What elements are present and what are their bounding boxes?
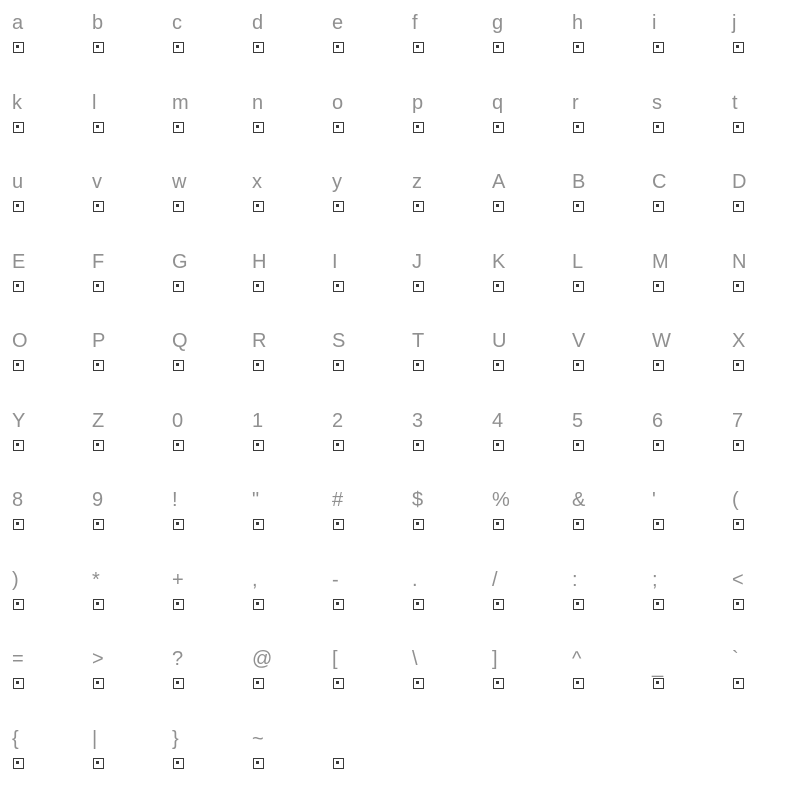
notdef-box-icon (93, 599, 104, 610)
notdef-box-icon (493, 122, 504, 133)
glyph-character: c (172, 12, 182, 34)
notdef-box-icon (733, 519, 744, 530)
glyph-cell[interactable] (248, 8, 328, 88)
glyph-character: e (332, 12, 344, 34)
glyph-cell[interactable] (408, 247, 488, 327)
glyph-cell[interactable] (408, 565, 488, 645)
notdef-box-icon (413, 360, 424, 371)
notdef-box-icon (493, 201, 504, 212)
glyph-cell[interactable] (248, 485, 328, 565)
glyph-character: 8 (12, 489, 24, 511)
glyph-cell[interactable] (168, 88, 248, 168)
glyph-character: : (572, 568, 578, 591)
glyph-character: 4 (492, 409, 504, 432)
glyph-character: ^ (572, 648, 582, 670)
glyph-cell[interactable] (488, 326, 568, 406)
notdef-box-icon (253, 360, 264, 371)
glyph-cell[interactable] (8, 167, 88, 247)
glyph-cell[interactable] (248, 88, 328, 168)
glyph-cell[interactable] (88, 565, 168, 645)
notdef-box-icon (413, 201, 424, 212)
glyph-character: N (732, 250, 747, 273)
notdef-box-icon (413, 281, 424, 292)
glyph-character: 0 (172, 409, 184, 432)
glyph-cell[interactable] (328, 644, 408, 724)
glyph-cell[interactable] (328, 724, 408, 800)
glyph-character: 9 (92, 489, 104, 511)
glyph-character: q (492, 91, 504, 114)
glyph-cell[interactable] (488, 167, 568, 247)
glyph-cell[interactable] (728, 326, 800, 406)
notdef-box-icon (733, 678, 744, 689)
glyph-character: m (172, 91, 189, 114)
notdef-box-icon (413, 440, 424, 451)
glyph-cell[interactable] (728, 565, 800, 645)
notdef-box-icon (253, 42, 264, 53)
glyph-character: g (492, 12, 504, 34)
glyph-character: F (92, 250, 105, 273)
notdef-box-icon (333, 201, 344, 212)
notdef-box-icon (93, 758, 104, 769)
glyph-character: S (332, 330, 346, 352)
glyph-cell[interactable] (648, 247, 728, 327)
glyph-character: d (252, 12, 264, 34)
notdef-box-icon (733, 122, 744, 133)
glyph-character: V (572, 330, 586, 352)
glyph-cell[interactable] (168, 8, 248, 88)
glyph-character: ` (732, 648, 739, 670)
glyph-character: w (172, 171, 187, 193)
glyph-cell[interactable] (648, 8, 728, 88)
notdef-box-icon (253, 122, 264, 133)
notdef-box-icon (573, 678, 584, 689)
glyph-cell[interactable] (248, 724, 328, 800)
glyph-cell[interactable] (728, 485, 800, 565)
notdef-box-icon (173, 678, 184, 689)
glyph-cell[interactable] (328, 565, 408, 645)
notdef-box-icon (93, 678, 104, 689)
notdef-box-icon (573, 599, 584, 610)
glyph-character: f (412, 12, 418, 34)
glyph-cell[interactable] (408, 326, 488, 406)
glyph-character: < (732, 568, 744, 591)
glyph-character: x (252, 171, 262, 193)
glyph-cell[interactable] (328, 485, 408, 565)
glyph-character: v (92, 171, 102, 193)
glyph-cell[interactable] (568, 88, 648, 168)
glyph-character: A (492, 171, 506, 193)
glyph-cell[interactable] (648, 406, 728, 486)
notdef-box-icon (333, 42, 344, 53)
notdef-box-icon (333, 758, 344, 769)
glyph-cell[interactable] (88, 485, 168, 565)
notdef-box-icon (173, 122, 184, 133)
glyph-character: R (252, 330, 267, 352)
glyph-cell[interactable] (168, 724, 248, 800)
glyph-character: i (652, 12, 657, 34)
glyph-character: ' (652, 489, 656, 511)
notdef-box-icon (173, 519, 184, 530)
notdef-box-icon (13, 519, 24, 530)
notdef-box-icon (413, 122, 424, 133)
notdef-box-icon (573, 42, 584, 53)
glyph-character: J (412, 250, 422, 273)
notdef-box-icon (653, 678, 664, 689)
glyph-character: $ (412, 489, 424, 511)
glyph-cell[interactable] (728, 167, 800, 247)
glyph-character: & (572, 489, 586, 511)
glyph-character: y (332, 171, 342, 193)
notdef-box-icon (493, 42, 504, 53)
notdef-box-icon (173, 599, 184, 610)
glyph-character: O (12, 330, 28, 352)
glyph-character: X (732, 330, 746, 352)
notdef-box-icon (413, 599, 424, 610)
glyph-character: - (332, 568, 339, 591)
glyph-cell[interactable] (248, 406, 328, 486)
glyph-cell[interactable] (328, 326, 408, 406)
notdef-box-icon (493, 678, 504, 689)
glyph-cell[interactable] (168, 485, 248, 565)
notdef-box-icon (333, 360, 344, 371)
notdef-box-icon (173, 42, 184, 53)
notdef-box-icon (733, 42, 744, 53)
glyph-cell[interactable] (8, 485, 88, 565)
notdef-box-icon (13, 440, 24, 451)
notdef-box-icon (13, 281, 24, 292)
notdef-box-icon (173, 281, 184, 292)
notdef-box-icon (573, 122, 584, 133)
notdef-box-icon (173, 440, 184, 451)
glyph-cell[interactable] (568, 406, 648, 486)
notdef-box-icon (93, 122, 104, 133)
glyph-cell[interactable] (88, 644, 168, 724)
glyph-cell[interactable] (88, 406, 168, 486)
glyph-character: T (412, 330, 425, 352)
notdef-box-icon (173, 360, 184, 371)
glyph-cell[interactable] (88, 167, 168, 247)
glyph-cell[interactable] (568, 326, 648, 406)
glyph-character: G (172, 250, 188, 273)
glyph-cell[interactable] (488, 565, 568, 645)
glyph-character: p (412, 91, 424, 114)
glyph-character: * (92, 568, 100, 591)
glyph-character: _ (652, 656, 664, 678)
notdef-box-icon (493, 360, 504, 371)
notdef-box-icon (733, 360, 744, 371)
glyph-character: z (412, 171, 422, 193)
glyph-character: { (12, 727, 19, 750)
notdef-box-icon (333, 519, 344, 530)
glyph-character: H (252, 250, 267, 273)
notdef-box-icon (333, 122, 344, 133)
notdef-box-icon (173, 201, 184, 212)
notdef-box-icon (93, 440, 104, 451)
glyph-character: j (732, 12, 737, 34)
glyph-character: [ (332, 648, 338, 670)
glyph-cell[interactable] (8, 247, 88, 327)
glyph-cell[interactable] (648, 326, 728, 406)
glyph-cell[interactable] (408, 485, 488, 565)
glyph-cell[interactable] (88, 88, 168, 168)
glyph-character: 1 (252, 409, 264, 432)
notdef-box-icon (13, 678, 24, 689)
glyph-cell[interactable] (8, 724, 88, 800)
glyph-character: l (92, 91, 97, 114)
glyph-character: > (92, 648, 104, 670)
glyph-character: h (572, 12, 584, 34)
glyph-cell[interactable] (568, 8, 648, 88)
notdef-box-icon (493, 519, 504, 530)
glyph-character: Y (12, 409, 26, 432)
notdef-box-icon (573, 281, 584, 292)
glyph-cell[interactable] (168, 326, 248, 406)
notdef-box-icon (13, 360, 24, 371)
glyph-cell[interactable] (328, 167, 408, 247)
glyph-cell[interactable] (168, 644, 248, 724)
glyph-cell[interactable] (328, 247, 408, 327)
notdef-box-icon (573, 201, 584, 212)
glyph-character: % (492, 489, 510, 511)
glyph-character: @ (252, 648, 273, 670)
glyph-character: } (172, 727, 179, 750)
glyph-character: U (492, 330, 507, 352)
glyph-cell[interactable] (488, 644, 568, 724)
glyph-character: ( (732, 489, 739, 511)
glyph-character: ] (492, 648, 498, 670)
glyph-character: Z (92, 409, 105, 432)
notdef-box-icon (93, 42, 104, 53)
notdef-box-icon (13, 758, 24, 769)
glyph-cell[interactable] (248, 326, 328, 406)
glyph-cell[interactable] (8, 644, 88, 724)
notdef-box-icon (13, 599, 24, 610)
glyph-cell[interactable] (728, 247, 800, 327)
notdef-box-icon (253, 678, 264, 689)
glyph-cell[interactable] (568, 485, 648, 565)
glyph-cell[interactable] (8, 406, 88, 486)
glyph-cell[interactable] (88, 247, 168, 327)
notdef-box-icon (653, 519, 664, 530)
glyph-character: P (92, 330, 106, 352)
glyph-cell[interactable] (488, 406, 568, 486)
glyph-cell[interactable] (648, 644, 728, 724)
notdef-box-icon (13, 122, 24, 133)
glyph-character: b (92, 12, 104, 34)
notdef-box-icon (653, 281, 664, 292)
glyph-cell[interactable] (728, 88, 800, 168)
glyph-cell[interactable] (88, 724, 168, 800)
glyph-character: E (12, 250, 26, 273)
glyph-character: ! (172, 489, 178, 511)
glyph-cell[interactable] (488, 247, 568, 327)
glyph-character: I (332, 250, 338, 273)
notdef-box-icon (413, 678, 424, 689)
notdef-box-icon (253, 201, 264, 212)
glyph-character: + (172, 568, 184, 591)
notdef-box-icon (253, 758, 264, 769)
glyph-cell[interactable] (8, 88, 88, 168)
glyph-cell[interactable] (328, 406, 408, 486)
glyph-character: 3 (412, 409, 424, 432)
glyph-character: , (252, 568, 258, 591)
glyph-character: ? (172, 648, 184, 670)
glyph-character: " (252, 489, 260, 511)
glyph-cell[interactable] (648, 485, 728, 565)
glyph-cell[interactable] (648, 167, 728, 247)
glyph-cell[interactable] (728, 406, 800, 486)
glyph-character: . (412, 568, 418, 591)
glyph-cell[interactable] (408, 406, 488, 486)
glyph-cell[interactable] (408, 88, 488, 168)
notdef-box-icon (253, 281, 264, 292)
glyph-character: = (12, 648, 24, 670)
glyph-character: r (572, 91, 579, 114)
glyph-character: C (652, 171, 667, 193)
glyph-cell[interactable] (248, 167, 328, 247)
glyph-character: Q (172, 330, 188, 352)
notdef-box-icon (733, 201, 744, 212)
glyph-cell[interactable] (168, 565, 248, 645)
glyph-character: k (12, 91, 22, 114)
glyph-cell[interactable] (488, 88, 568, 168)
glyph-cell[interactable] (168, 247, 248, 327)
notdef-box-icon (653, 42, 664, 53)
glyph-character: M (652, 250, 669, 273)
glyph-cell[interactable] (328, 88, 408, 168)
glyph-cell[interactable] (488, 485, 568, 565)
notdef-box-icon (333, 678, 344, 689)
notdef-box-icon (653, 599, 664, 610)
notdef-box-icon (13, 201, 24, 212)
glyph-character: o (332, 91, 344, 114)
notdef-box-icon (653, 122, 664, 133)
notdef-box-icon (333, 281, 344, 292)
glyph-character: n (252, 91, 264, 114)
glyph-character: W (652, 330, 671, 352)
glyph-cell[interactable] (248, 644, 328, 724)
glyph-cell[interactable] (648, 565, 728, 645)
notdef-box-icon (173, 758, 184, 769)
glyph-cell[interactable] (568, 565, 648, 645)
glyph-cell[interactable] (248, 565, 328, 645)
notdef-box-icon (93, 360, 104, 371)
glyph-cell[interactable] (248, 247, 328, 327)
glyph-character: D (732, 171, 747, 193)
notdef-box-icon (733, 281, 744, 292)
glyph-character: ; (652, 568, 658, 591)
glyph-cell[interactable] (408, 8, 488, 88)
glyph-cell[interactable] (408, 167, 488, 247)
notdef-box-icon (573, 519, 584, 530)
glyph-cell[interactable] (8, 8, 88, 88)
glyph-cell[interactable] (8, 565, 88, 645)
notdef-box-icon (93, 519, 104, 530)
glyph-character: L (572, 250, 584, 273)
notdef-box-icon (653, 440, 664, 451)
glyph-cell[interactable] (168, 406, 248, 486)
notdef-box-icon (573, 360, 584, 371)
glyph-character: 5 (572, 409, 584, 432)
glyph-character: | (92, 727, 98, 750)
glyph-character: \ (412, 648, 418, 670)
notdef-box-icon (93, 281, 104, 292)
notdef-box-icon (253, 440, 264, 451)
glyph-character: # (332, 489, 344, 511)
glyph-cell[interactable] (88, 8, 168, 88)
glyph-cell[interactable] (568, 644, 648, 724)
glyph-cell[interactable] (488, 8, 568, 88)
glyph-cell[interactable] (728, 644, 800, 724)
glyph-character: 2 (332, 409, 344, 432)
glyph-character: s (652, 91, 662, 114)
notdef-box-icon (333, 440, 344, 451)
glyph-cell[interactable] (168, 167, 248, 247)
glyph-character: 7 (732, 409, 744, 432)
glyph-character: ~ (252, 727, 264, 750)
glyph-character: B (572, 171, 586, 193)
notdef-box-icon (733, 599, 744, 610)
glyph-cell[interactable] (728, 8, 800, 88)
notdef-box-icon (493, 440, 504, 451)
glyph-character: 6 (652, 409, 664, 432)
glyph-character: t (732, 91, 738, 114)
notdef-box-icon (333, 599, 344, 610)
notdef-box-icon (653, 360, 664, 371)
glyph-cell[interactable] (568, 247, 648, 327)
notdef-box-icon (653, 201, 664, 212)
notdef-box-icon (733, 440, 744, 451)
notdef-box-icon (253, 519, 264, 530)
glyph-cell[interactable] (408, 644, 488, 724)
glyph-cell[interactable] (648, 88, 728, 168)
notdef-box-icon (13, 42, 24, 53)
glyph-character: a (12, 12, 24, 34)
notdef-box-icon (253, 599, 264, 610)
notdef-box-icon (413, 42, 424, 53)
glyph-character: u (12, 171, 24, 193)
glyph-cell[interactable] (328, 8, 408, 88)
notdef-box-icon (93, 201, 104, 212)
glyph-character: / (492, 568, 498, 591)
glyph-cell[interactable] (568, 167, 648, 247)
glyph-character: ) (12, 568, 19, 591)
glyph-cell[interactable] (8, 326, 88, 406)
notdef-box-icon (573, 440, 584, 451)
notdef-box-icon (413, 519, 424, 530)
notdef-box-icon (493, 281, 504, 292)
notdef-box-icon (493, 599, 504, 610)
glyph-character: K (492, 250, 506, 273)
glyph-cell[interactable] (88, 326, 168, 406)
